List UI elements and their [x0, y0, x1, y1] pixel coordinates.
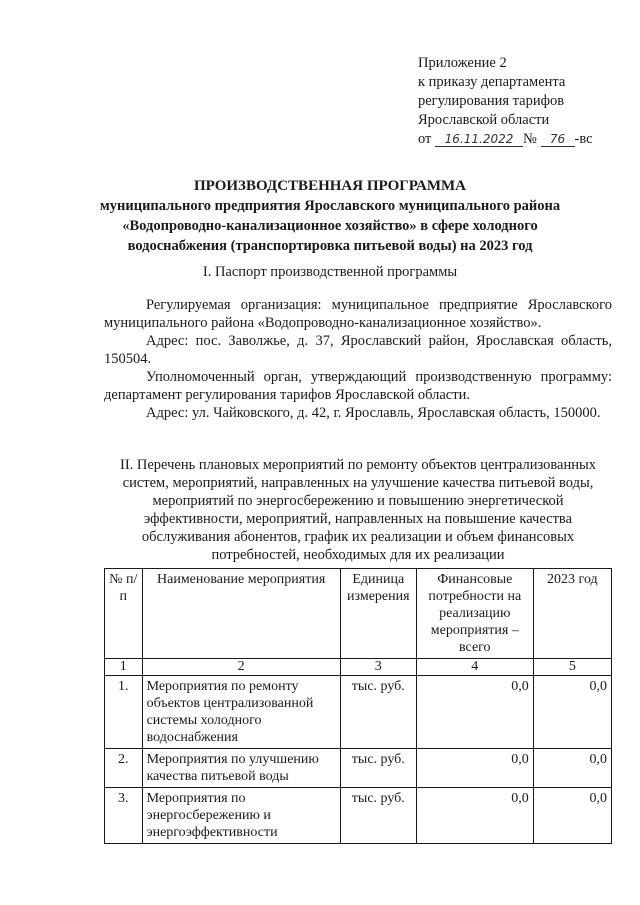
title-line: водоснабжения (транспортировка питьевой воды) на 2023 год	[127, 238, 533, 254]
column-number: 3	[340, 659, 416, 676]
header-unit: Единица измерения	[340, 569, 416, 659]
row-finance: 0,0	[416, 676, 533, 749]
document-title	[60, 176, 600, 256]
row-unit: тыс. руб.	[340, 676, 416, 749]
row-name: Мероприятия по улучшению качества питьевой воды	[142, 749, 340, 788]
header-num: № п/п	[105, 569, 143, 659]
row-num: 3.	[105, 788, 143, 844]
row-num: 2.	[105, 749, 143, 788]
passport-text	[104, 296, 612, 422]
column-number: 2	[142, 659, 340, 676]
from-prefix: от	[418, 131, 432, 147]
number-sign: №	[523, 131, 537, 147]
number-suffix: -вс	[574, 131, 593, 147]
header-finance: Финансовые потребности на реализацию мероприятия – всего	[416, 569, 533, 659]
section-1-heading: I. Паспорт производственной программы	[202, 264, 458, 280]
passport-organization-address: Адрес: пос. Заволжье, д. 37, Ярославский район, Ярославская область, 150504.	[104, 333, 612, 367]
appendix-line: Приложение 2	[418, 55, 507, 71]
row-name: Мероприятия по ремонту объектов централизованной системы холодного водоснабжения	[142, 676, 340, 749]
column-number: 4	[416, 659, 533, 676]
appendix-line: к приказу департамента	[418, 74, 566, 90]
column-number-row	[105, 659, 612, 676]
row-num: 1.	[105, 676, 143, 749]
table-header-row	[105, 569, 612, 659]
table-row	[105, 676, 612, 749]
handwritten-date: 16.11.2022	[435, 132, 523, 147]
appendix-block	[418, 54, 593, 149]
appendix-line: Ярославской области	[418, 112, 550, 128]
passport-authority-address: Адрес: ул. Чайковского, д. 42, г. Ярославль, Ярославская область, 150000.	[146, 405, 601, 421]
measures-table	[104, 568, 612, 844]
row-unit: тыс. руб.	[340, 749, 416, 788]
section-2-heading: II. Перечень плановых мероприятий по ремонту объектов централизованных систем, мероприятий, направленных на улучшение качества питьевой воды, мероприятий по энергосбережению и повышению энергетической эффективности, мероприятий, направленных на повышение качества обслуживания абонентов, график их реализации и объем финансовых потребностей, необходимых для их реализации	[119, 457, 597, 563]
appendix-date-line	[418, 130, 593, 149]
header-name: Наименование мероприятия	[142, 569, 340, 659]
title-line: муниципального предприятия Ярославского муниципального района	[99, 198, 561, 214]
header-year: 2023 год	[533, 569, 611, 659]
passport-authority: Уполномоченный орган, утверждающий производственную программу: департамент регулирования тарифов Ярославской области.	[104, 369, 612, 403]
column-number: 5	[533, 659, 611, 676]
table-row	[105, 788, 612, 844]
row-name: Мероприятия по энергосбережению и энергоэффективности	[142, 788, 340, 844]
title-main: ПРОИЗВОДСТВЕННАЯ ПРОГРАММА	[193, 178, 466, 194]
title-line: «Водопроводно-канализационное хозяйство» в сфере холодного	[122, 218, 538, 234]
appendix-line: регулирования тарифов	[418, 93, 565, 109]
row-unit: тыс. руб.	[340, 788, 416, 844]
row-finance: 0,0	[416, 788, 533, 844]
row-finance: 0,0	[416, 749, 533, 788]
handwritten-number: 76	[541, 132, 575, 147]
column-number: 1	[105, 659, 143, 676]
row-year: 0,0	[533, 749, 611, 788]
row-year: 0,0	[533, 676, 611, 749]
table-row	[105, 749, 612, 788]
passport-organization: Регулируемая организация: муниципальное предприятие Ярославского муниципального района «Водопроводно-канализационное хозяйство».	[104, 297, 612, 331]
row-year: 0,0	[533, 788, 611, 844]
